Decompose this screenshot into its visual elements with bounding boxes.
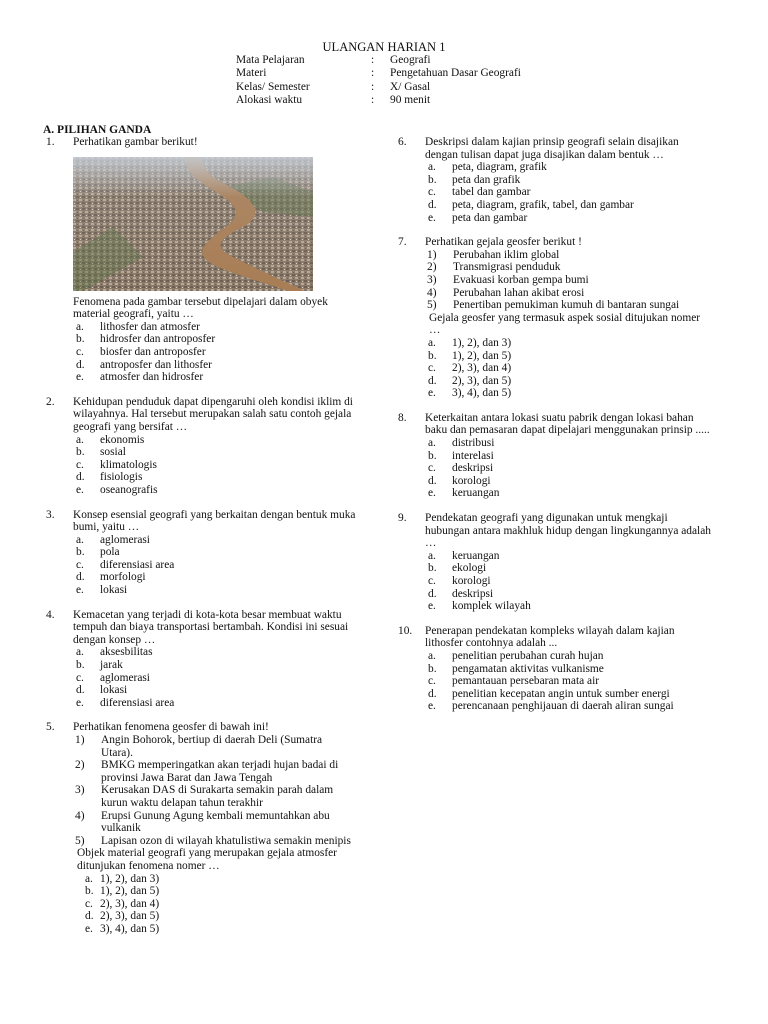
option-letter: d. [76, 358, 85, 371]
option-e[interactable] [425, 387, 714, 400]
list-item [73, 734, 356, 759]
option-a[interactable] [73, 873, 356, 886]
question-number: 5. [46, 721, 55, 734]
question-text: Perhatikan gejala geosfer berikut ! [425, 236, 582, 249]
option-a[interactable] [73, 434, 356, 447]
option-letter: a. [76, 320, 84, 333]
option-letter: c. [428, 462, 436, 475]
option-c[interactable] [73, 559, 356, 572]
option-text: keruangan [452, 549, 500, 562]
option-a[interactable] [425, 337, 714, 350]
option-text: biosfer dan antroposfer [100, 345, 206, 358]
right-column [398, 136, 714, 713]
option-text: 2), 3), dan 5) [452, 374, 512, 387]
option-letter: e. [76, 696, 84, 709]
option-d[interactable] [425, 688, 714, 701]
item-text: BMKG memperingatkan akan terjadi hujan badai di provinsi Jawa Barat dan Jawa Tengah [101, 759, 339, 784]
item-text: Kerusakan DAS di Surakarta semakin parah dalam kurun waktu delapan tahun terakhir [101, 784, 334, 809]
option-a[interactable] [425, 550, 714, 563]
option-text: jarak [100, 659, 123, 672]
option-b[interactable] [73, 333, 356, 346]
list-item [425, 261, 714, 274]
question-number: 9. [398, 512, 407, 525]
option-text: penelitian perubahan curah hujan [452, 649, 604, 662]
option-text: ekonomis [100, 433, 145, 446]
option-letter: c. [428, 186, 436, 199]
option-b[interactable] [73, 446, 356, 459]
option-text: keruangan [452, 487, 500, 500]
option-c[interactable] [73, 459, 356, 472]
item-number: 4) [427, 286, 437, 299]
option-text: 3), 4), dan 5) [100, 922, 160, 935]
info-sep: : [371, 54, 375, 66]
question-number: 4. [46, 608, 55, 621]
option-d[interactable] [425, 588, 714, 601]
option-letter: a. [428, 437, 436, 450]
info-label: Alokasi waktu [236, 94, 303, 107]
option-text: aksesbilitas [100, 646, 153, 659]
list-item [425, 299, 714, 312]
list-item [73, 784, 356, 809]
option-text: penelitian kecepatan angin untuk sumber energi [452, 687, 670, 700]
left-column [46, 136, 356, 936]
option-e[interactable] [73, 371, 356, 384]
question-text: Konsep esensial geografi yang berkaitan dengan bentuk muka bumi, yaitu … [73, 508, 356, 534]
item-number: 3) [75, 784, 85, 797]
option-letter: a. [76, 646, 84, 659]
option-text: korologi [452, 474, 491, 487]
option-text: tabel dan gambar [452, 186, 531, 199]
option-letter: e. [85, 922, 93, 935]
question-text: Penerapan pendekatan kompleks wilayah dalam kajian lithosfer contohnya adalah ... [425, 624, 675, 650]
question-text: Kehidupan penduduk dapat dipengaruhi oleh kondisi iklim di wilayahnya. Hal tersebut merupakan salah satu contoh gejala geografi yang bersifat … [73, 395, 353, 433]
option-text: ekologi [452, 562, 487, 575]
option-text: 1), 2), dan 3) [452, 336, 512, 349]
question-text: Perhatikan gambar berikut! [73, 136, 198, 148]
option-text: pola [100, 546, 120, 559]
option-text: peta dan grafik [452, 173, 521, 186]
option-text: distribusi [452, 437, 495, 450]
question-text: Pendekatan geografi yang digunakan untuk mengkaji hubungan antara makhluk hidup dengan lingkungannya adalah … [425, 512, 711, 550]
question-text-2: Gejala geosfer yang termasuk aspek sosial ditujukan nomer … [429, 311, 701, 337]
option-d[interactable] [73, 571, 356, 584]
question-number: 7. [398, 236, 407, 249]
option-text: sosial [100, 446, 126, 459]
option-c[interactable] [73, 346, 356, 359]
option-e[interactable] [425, 487, 714, 500]
option-b[interactable] [425, 562, 714, 575]
option-letter: b. [428, 662, 437, 675]
option-text: 1), 2), dan 5) [452, 349, 512, 362]
option-d[interactable] [73, 359, 356, 372]
question-number: 2. [46, 395, 55, 408]
option-letter: e. [428, 700, 436, 713]
option-a[interactable] [425, 650, 714, 663]
question-number: 10. [398, 624, 413, 637]
option-c[interactable] [425, 675, 714, 688]
page-title: ULANGAN HARIAN 1 [322, 40, 446, 54]
question-2 [46, 396, 356, 497]
option-text: lokasi [100, 684, 128, 697]
option-e[interactable] [73, 697, 356, 710]
option-text: 2), 3), dan 4) [452, 362, 512, 375]
item-number: 2) [427, 261, 437, 274]
info-sep: : [371, 67, 375, 80]
option-letter: e. [76, 483, 84, 496]
option-text: 1), 2), dan 3) [100, 872, 160, 885]
option-letter: b. [76, 446, 85, 459]
option-text: hidrosfer dan antroposfer [100, 333, 216, 346]
option-letter: d. [85, 910, 94, 923]
option-letter: b. [428, 449, 437, 462]
question-9 [398, 512, 714, 613]
item-number: 5) [75, 834, 85, 847]
question-8 [398, 412, 714, 500]
option-b[interactable] [425, 174, 714, 187]
option-text: 2), 3), dan 4) [100, 897, 160, 910]
option-text: aglomerasi [100, 533, 150, 546]
option-a[interactable] [73, 646, 356, 659]
option-a[interactable] [73, 321, 356, 334]
question-6 [398, 136, 714, 224]
option-text: antroposfer dan lithosfer [100, 358, 212, 371]
question-1 [46, 136, 356, 384]
option-text: lokasi [100, 584, 128, 597]
list-item [425, 274, 714, 287]
option-letter: b. [428, 562, 437, 575]
option-e[interactable] [425, 600, 714, 613]
option-letter: d. [76, 571, 85, 584]
option-c[interactable] [73, 672, 356, 685]
option-letter: b. [428, 349, 437, 362]
option-c[interactable] [425, 462, 714, 475]
info-label: Materi [236, 67, 267, 80]
question-4 [46, 609, 356, 710]
option-letter: c. [76, 345, 84, 358]
item-text: Transmigrasi penduduk [453, 261, 561, 274]
option-letter: e. [428, 387, 436, 400]
list-item [73, 835, 356, 848]
option-a[interactable] [425, 161, 714, 174]
option-letter: c. [76, 558, 84, 571]
option-letter: a. [76, 433, 84, 446]
info-label: Kelas/ Semester [236, 80, 310, 93]
info-value: 90 menit [390, 94, 431, 107]
item-number: 1) [75, 734, 85, 746]
option-letter: e. [76, 371, 84, 384]
option-c[interactable] [425, 575, 714, 588]
option-letter: a. [85, 872, 93, 885]
question-5 [46, 721, 356, 935]
item-number: 5) [427, 299, 437, 312]
info-value: Pengetahuan Dasar Geografi [390, 67, 521, 80]
item-number: 3) [427, 273, 437, 286]
option-text: perencanaan penghijauan di daerah aliran sungai [452, 700, 674, 713]
option-letter: c. [428, 362, 436, 375]
info-row-material [236, 67, 521, 80]
option-text: komplek wilayah [452, 600, 531, 613]
question-7 [398, 236, 714, 400]
item-text: Lapisan ozon di wilayah khatulistiwa semakin menipis [101, 834, 351, 847]
option-letter: c. [85, 897, 93, 910]
question-text-2: Fenomena pada gambar tersebut dipelajari dalam obyek material geografi, yaitu … [73, 295, 328, 321]
option-letter: e. [428, 600, 436, 613]
option-a[interactable] [425, 437, 714, 450]
option-letter: c. [428, 575, 436, 587]
option-letter: e. [76, 584, 84, 597]
option-text: deskripsi [452, 587, 494, 600]
option-letter: e. [428, 211, 436, 224]
info-sep: : [371, 80, 375, 93]
option-b[interactable] [73, 659, 356, 672]
option-text: pemantauan persebaran mata air [452, 675, 600, 688]
question-number: 1. [46, 136, 55, 148]
question-3 [46, 509, 356, 597]
option-text: oseanografis [100, 483, 158, 496]
option-b[interactable] [425, 450, 714, 463]
question-text: Deskripsi dalam kajian prinsip geografi selain disajikan dengan tulisan dapat juga disajikan dalam bentuk … [425, 136, 679, 161]
option-letter: d. [428, 198, 437, 211]
info-row-time [236, 94, 521, 107]
option-text: diferensiasi area [100, 696, 175, 709]
option-letter: b. [76, 333, 85, 346]
option-text: aglomerasi [100, 671, 150, 684]
option-d[interactable] [425, 475, 714, 488]
option-text: peta, diagram, grafik [452, 161, 547, 174]
aerial-river-city-image [73, 157, 313, 291]
option-letter: d. [428, 587, 437, 600]
option-letter: d. [76, 471, 85, 484]
option-letter: d. [428, 687, 437, 700]
item-number: 4) [75, 809, 85, 822]
option-text: deskripsi [452, 462, 494, 475]
option-text: interelasi [452, 449, 494, 462]
option-b[interactable] [73, 546, 356, 559]
item-text: Perubahan lahan akibat erosi [453, 286, 585, 299]
option-b[interactable] [73, 885, 356, 898]
info-sep: : [371, 94, 375, 107]
option-letter: d. [76, 684, 85, 697]
item-text: Erupsi Gunung Agung kembali memuntahkan abu vulkanik [101, 809, 330, 835]
option-letter: b. [85, 885, 94, 898]
option-letter: a. [428, 161, 436, 174]
option-letter: c. [428, 675, 436, 688]
item-text: Evakuasi korban gempa bumi [453, 273, 589, 286]
info-value: Geografi [390, 54, 431, 66]
option-text: korologi [452, 575, 491, 587]
info-row-class [236, 81, 521, 94]
option-letter: c. [76, 671, 84, 684]
option-c[interactable] [425, 186, 714, 199]
option-text: peta dan gambar [452, 211, 528, 224]
option-e[interactable] [73, 484, 356, 497]
info-row-subject [236, 54, 521, 67]
item-text: Angin Bohorok, bertiup di daerah Deli (Sumatra Utara). [101, 734, 323, 759]
option-letter: b. [428, 173, 437, 186]
option-letter: a. [76, 533, 84, 546]
option-d[interactable] [73, 471, 356, 484]
option-c[interactable] [425, 362, 714, 375]
info-label: Mata Pelajaran [236, 54, 305, 66]
question-10 [398, 625, 714, 713]
question-text: Keterkaitan antara lokasi suatu pabrik dengan lokasi bahan baku dan pemasaran dapat dipelajari menggunakan prinsip ..... [425, 411, 710, 437]
option-d[interactable] [425, 199, 714, 212]
option-text: 3), 4), dan 5) [452, 387, 512, 400]
option-text: atmosfer dan hidrosfer [100, 371, 204, 384]
option-text: 1), 2), dan 5) [100, 885, 160, 898]
option-letter: d. [428, 374, 437, 387]
option-text: pengamatan aktivitas vulkanisme [452, 662, 604, 675]
option-letter: a. [428, 336, 436, 349]
question-number: 3. [46, 508, 55, 521]
option-e[interactable] [425, 212, 714, 225]
option-text: 2), 3), dan 5) [100, 910, 160, 923]
option-text: klimatologis [100, 458, 157, 471]
option-text: peta, diagram, grafik, tabel, dan gambar [452, 198, 634, 211]
option-e[interactable] [425, 700, 714, 713]
list-item [73, 810, 356, 835]
option-text: fisiologis [100, 471, 143, 484]
option-letter: e. [428, 487, 436, 500]
question-text-2: Objek material geografi yang merupakan gejala atmosfer ditunjukan fenomena nomer … [77, 847, 337, 872]
option-letter: c. [76, 458, 84, 471]
item-number: 2) [75, 759, 85, 772]
option-letter: b. [76, 546, 85, 559]
option-d[interactable] [73, 910, 356, 923]
info-value: X/ Gasal [390, 80, 431, 93]
option-d[interactable] [425, 375, 714, 388]
option-text: lithosfer dan atmosfer [100, 320, 200, 333]
option-letter: d. [428, 474, 437, 487]
option-letter: b. [76, 659, 85, 672]
option-letter: a. [428, 649, 436, 662]
list-item [425, 249, 714, 262]
option-e[interactable] [73, 584, 356, 597]
option-text: diferensiasi area [100, 558, 175, 571]
item-text: Penertiban pemukiman kumuh di bantaran sungai [453, 299, 680, 312]
question-text: Kemacetan yang terjadi di kota-kota besar membuat waktu tempuh dan biaya transportasi bertambah. Kondisi ini sesuai dengan konsep … [73, 608, 349, 646]
option-letter: a. [428, 549, 436, 562]
question-number: 8. [398, 411, 407, 424]
question-text: Perhatikan fenomena geosfer di bawah ini! [73, 721, 269, 734]
list-item [425, 287, 714, 300]
question-number: 6. [398, 136, 407, 148]
option-a[interactable] [73, 534, 356, 547]
option-b[interactable] [425, 350, 714, 363]
list-item [73, 759, 356, 784]
option-text: morfologi [100, 571, 146, 584]
section-heading: A. PILIHAN GANDA [43, 124, 152, 136]
option-b[interactable] [425, 663, 714, 676]
exam-info [236, 54, 521, 108]
option-c[interactable] [73, 898, 356, 911]
item-number: 1) [427, 248, 437, 261]
item-text: Perubahan iklim global [453, 248, 560, 261]
option-e[interactable] [73, 923, 356, 936]
option-d[interactable] [73, 684, 356, 697]
